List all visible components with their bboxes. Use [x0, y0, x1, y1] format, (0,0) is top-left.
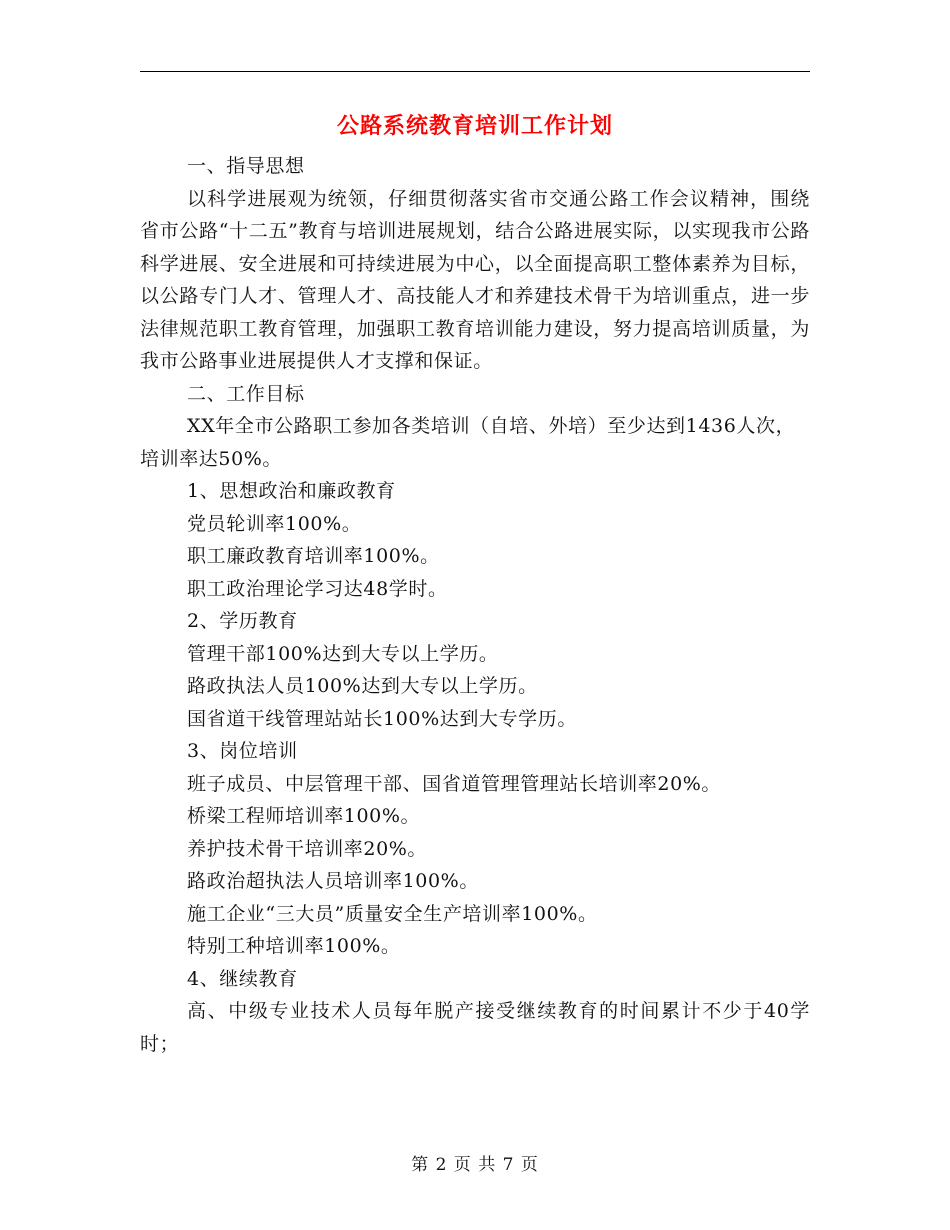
list-item: 路政执法人员100%达到大专以上学历。 [187, 675, 538, 697]
list-item: 班子成员、中层管理干部、国省道管理管理站长培训率20%。 [187, 772, 722, 795]
paragraph-guiding-ideology: 以科学进展观为统领，仔细贯彻落实省市交通公路工作会议精神，围绕省市公路“十二五”教育与培训进展规划，结合公路进展实际，以实现我市公路科学进展、安全进展和可持续进展为中心，以全面提高职工整体素养为目标，以公路专门人才、管理人才、高技能人才和养建技术骨干为培训重点，进一步法律规范职工教育管理，加强职工教育培训能力建设，努力提高培训质量，为我市公路事业进展提供人才支撑和保证。 [140, 187, 810, 372]
subheading-job-training: 3、岗位培训 [187, 740, 298, 762]
list-item: 职工政治理论学习达48学时。 [187, 577, 448, 600]
list-item: 党员轮训率100%。 [187, 512, 362, 535]
list-item: 职工廉政教育培训率100%。 [187, 545, 440, 567]
subheading-continuing-education: 4、继续教育 [187, 967, 298, 990]
document-body [140, 150, 810, 1060]
paragraph-annual-target: XX年全市公路职工参加各类培训（自培、外培）至少达到1436人次，培训率达50%。 [140, 415, 796, 470]
list-item: 养护技术骨干培训率20%。 [187, 837, 428, 860]
document-title: 公路系统教育培训工作计划 [336, 113, 613, 139]
header-rule [140, 71, 810, 72]
section-heading-guiding-ideology: 一、指导思想 [187, 155, 305, 177]
paragraph-continuing-education: 高、中级专业技术人员每年脱产接受继续教育的时间累计不少于40学时； [140, 1000, 810, 1055]
subheading-political-education: 1、思想政治和廉政教育 [187, 480, 396, 502]
list-item: 管理干部100%达到大专以上学历。 [187, 642, 499, 665]
list-item: 桥梁工程师培训率100%。 [187, 805, 421, 827]
list-item: 施工企业“三大员”质量安全生产培训率100%。 [187, 902, 598, 925]
section-heading-work-goals: 二、工作目标 [187, 382, 305, 405]
subheading-academic-education: 2、学历教育 [187, 610, 298, 632]
list-item: 国省道干线管理站站长100%达到大专学历。 [187, 707, 577, 730]
list-item: 路政治超执法人员培训率100%。 [187, 870, 479, 892]
list-item: 特别工种培训率100%。 [187, 935, 401, 957]
page-number: 第 2 页 共 7 页 [411, 1155, 539, 1175]
